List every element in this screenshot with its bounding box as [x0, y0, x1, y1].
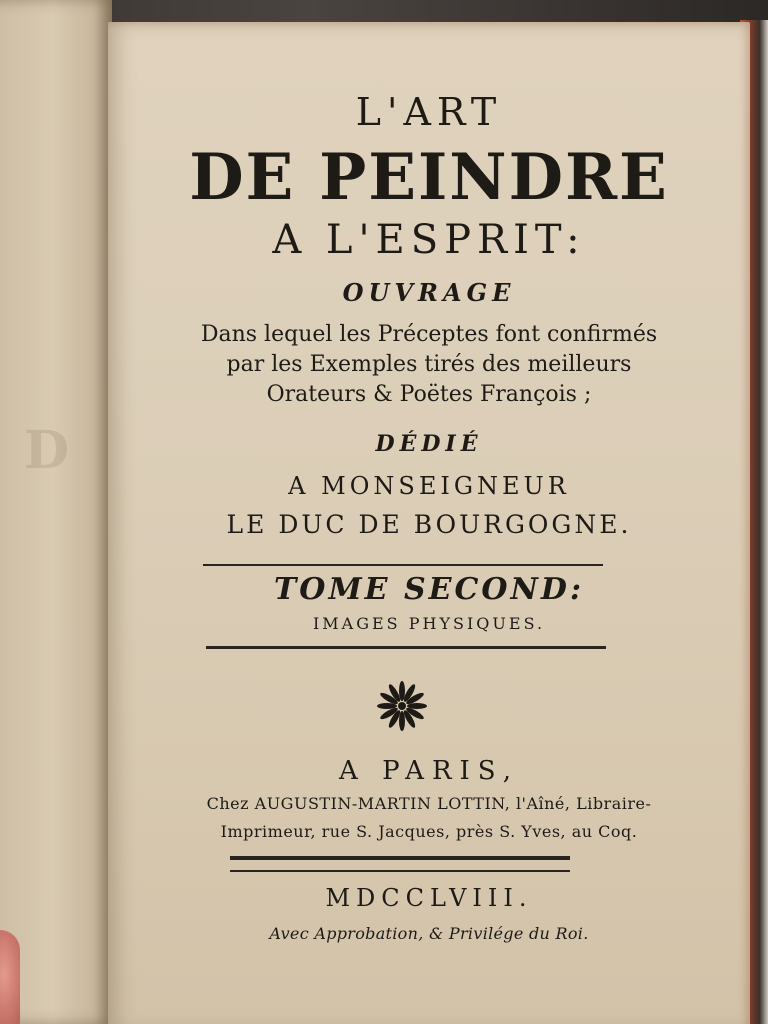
description-line-3: Orateurs & Poëtes François ;	[266, 382, 592, 407]
imprint-city: A PARIS,	[339, 756, 519, 786]
title-line-peindre: DE PEINDRE	[189, 140, 669, 215]
volume-subtitle: IMAGES PHYSIQUES.	[312, 614, 546, 633]
divider-rule	[206, 646, 606, 649]
double-rule-thin	[230, 870, 570, 872]
dedication-monseigneur: A MONSEIGNEUR	[288, 472, 570, 500]
imprint-address: Imprimeur, rue S. Jacques, près S. Yves, au Coq.	[220, 822, 638, 841]
dedication-duc: LE DUC DE BOURGOGNE.	[226, 510, 632, 539]
dedication-label: DÉDIÉ	[375, 431, 483, 457]
facing-left-page	[0, 0, 112, 1024]
divider-rule	[203, 564, 603, 566]
ouvrage-label: OUVRAGE	[342, 278, 516, 307]
printers-flower-ornament-icon	[374, 678, 430, 734]
description-line-2: par les Exemples tirés des meilleurs	[226, 352, 632, 377]
imprint-year: MDCCLVIII.	[325, 884, 533, 912]
title-line-art: L'ART	[355, 90, 503, 134]
thumb	[0, 930, 20, 1024]
double-rule-thick	[230, 856, 570, 860]
description-line-1: Dans lequel les Préceptes font confirmés	[200, 322, 658, 347]
volume-title: TOME SECOND:	[273, 572, 585, 607]
title-line-esprit: A L'ESPRIT:	[272, 217, 586, 263]
imprint-publisher: Chez AUGUSTIN-MARTIN LOTTIN, l'Aîné, Libraire-	[206, 794, 652, 813]
title-page	[108, 22, 750, 1024]
approbation-note: Avec Approbation, & Privilége du Roi.	[269, 924, 589, 943]
bleed-through-text: D	[24, 420, 74, 481]
